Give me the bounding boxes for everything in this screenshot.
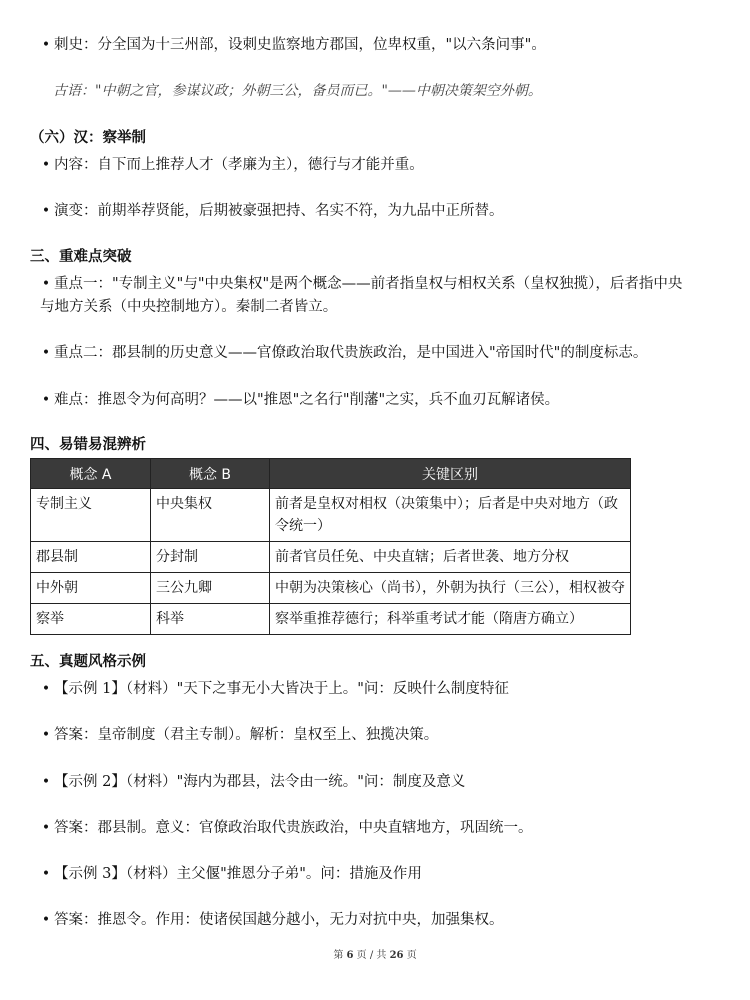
bullet-text: 内容：自下而上推荐人才（孝廉为主），德行与才能并重。 xyxy=(54,157,424,173)
table-cell: 郡县制 xyxy=(31,542,151,573)
bullet-text: 难点：推恩令为何高明？——以"推恩"之名行"削藩"之实，兵不血刃瓦解诸侯。 xyxy=(54,392,560,408)
footer-mid: 页 / 共 xyxy=(356,950,387,961)
table-cell: 三公九卿 xyxy=(151,573,270,604)
table-cell: 中朝为决策核心（尚书），外朝为执行（三公），相权被夺 xyxy=(270,573,631,604)
table-header-row xyxy=(31,459,631,489)
bullet-text-line1: 重点一："专制主义"与"中央集权"是两个概念——前者指皇权与相权关系（皇权独揽），后者指中央 xyxy=(54,276,683,292)
table-cell: 察举 xyxy=(31,604,151,635)
bullet-dot: • xyxy=(41,727,51,743)
bullet-text: 刺史：分全国为十三州部，设刺史监察地方郡国，位卑权重，"以六条问事"。 xyxy=(54,37,546,53)
bullet-text: 重点二：郡县制的历史意义——官僚政治取代贵族政治，是中国进入"帝国时代"的制度标志。 xyxy=(54,345,648,361)
table-cell: 科举 xyxy=(151,604,270,635)
bullet-dot: • xyxy=(41,37,51,53)
bullet-text: 答案：推恩令。作用：使诸侯国越分越小，无力对抗中央，加强集权。 xyxy=(54,912,504,928)
footer-prefix: 第 xyxy=(333,950,344,961)
table-cell: 前者是皇权对相权（决策集中）；后者是中央对地方（政令统一） xyxy=(270,489,631,542)
table-row xyxy=(31,489,631,542)
footer-suffix: 页 xyxy=(406,950,417,961)
bullet-text-line2: 与地方关系（中央控制地方）。秦制二者皆立。 xyxy=(40,299,338,315)
table-header-cell: 概念 B xyxy=(151,459,270,489)
section-heading-han-chaju: （六）汉：察举制 xyxy=(30,130,146,146)
table-cell: 专制主义 xyxy=(31,489,151,542)
table-row xyxy=(31,604,631,635)
footer-page-number: 6 xyxy=(346,950,354,961)
bullet-dot: • xyxy=(41,276,51,292)
bullet-dot: • xyxy=(41,681,51,697)
section-heading-key-points: 三、重难点突破 xyxy=(30,249,132,265)
page-footer xyxy=(0,946,750,961)
table-row xyxy=(31,573,631,604)
table-cell: 中外朝 xyxy=(31,573,151,604)
bullet-dot: • xyxy=(41,157,51,173)
bullet-dot: • xyxy=(41,820,51,836)
bullet-dot: • xyxy=(41,774,51,790)
table-cell: 察举重推荐德行；科举重考试才能（隋唐方确立） xyxy=(270,604,631,635)
bullet-text: 【示例 3】（材料）主父偃"推恩分子弟"。问：措施及作用 xyxy=(54,866,422,882)
bullet-text: 演变：前期举荐贤能，后期被豪强把持、名实不符，为九品中正所替。 xyxy=(54,203,504,219)
bullet-text: 答案：郡县制。意义：官僚政治取代贵族政治，中央直辖地方，巩固统一。 xyxy=(54,820,533,836)
bullet-dot: • xyxy=(41,912,51,928)
table-header-cell: 概念 A xyxy=(31,459,151,489)
table-cell: 分封制 xyxy=(151,542,270,573)
bullet-dot: • xyxy=(41,866,51,882)
comparison-table xyxy=(30,458,631,635)
bullet-text: 【示例 2】（材料）"海内为郡县，法令由一统。"问：制度及意义 xyxy=(54,774,466,790)
bullet-dot: • xyxy=(41,345,51,361)
section-heading-confusion: 四、易错易混辨析 xyxy=(30,437,146,453)
section-heading-exam-examples: 五、真题风格示例 xyxy=(30,654,146,670)
table-cell: 中央集权 xyxy=(151,489,270,542)
table-cell: 前者官员任免、中央直辖；后者世袭、地方分权 xyxy=(270,542,631,573)
bullet-dot: • xyxy=(41,203,51,219)
quote-text: 古语："中朝之官，参谋议政；外朝三公，备员而已。"——中朝决策架空外朝。 xyxy=(53,83,542,99)
table-header-cell: 关键区别 xyxy=(270,459,631,489)
bullet-text: 答案：皇帝制度（君主专制）。解析：皇权至上、独揽决策。 xyxy=(54,727,439,743)
bullet-dot: • xyxy=(41,392,51,408)
footer-total-pages: 26 xyxy=(389,950,404,961)
table-row xyxy=(31,542,631,573)
bullet-text: 【示例 1】（材料）"天下之事无小大皆决于上。"问：反映什么制度特征 xyxy=(54,681,509,697)
